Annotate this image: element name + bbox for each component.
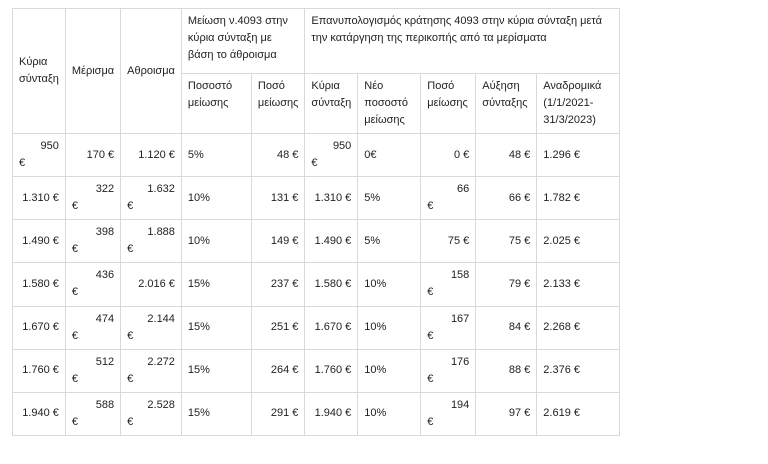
cell-dividend [65, 263, 120, 306]
cell-sum-value: 2.272 [147, 355, 175, 368]
cell-main-pension: 1.490 € [13, 220, 66, 263]
cell-new-pct: 10% [358, 306, 421, 349]
cell-reduction-amt: 149 € [251, 220, 304, 263]
cell-recalc-main: 1.310 € [305, 177, 358, 220]
cell-sum-unit: € [127, 372, 134, 385]
cell-increase: 75 € [476, 220, 537, 263]
cell-dividend-unit: € [71, 286, 79, 299]
cell-new-pct: 5% [358, 177, 421, 220]
cell-retro: 2.619 € [537, 392, 620, 435]
table-row [13, 306, 620, 349]
cell-recalc-main: 1.580 € [305, 263, 358, 306]
cell-sum-unit: € [127, 243, 134, 256]
cell-recalc-amt [421, 263, 476, 306]
cell-dividend-value: 322 [95, 183, 115, 196]
cell-reduction-pct: 15% [181, 392, 251, 435]
cell-new-pct: 10% [358, 392, 421, 435]
cell-recalc-amt-unit: € [427, 286, 434, 299]
cell-dividend [65, 306, 120, 349]
cell-recalc-amt-value: 158 [450, 269, 470, 282]
cell-main-pension: 1.310 € [13, 177, 66, 220]
cell-dividend: 170 € [65, 134, 120, 177]
cell-sum: 2.016 € [121, 263, 182, 306]
table-body [13, 134, 620, 436]
cell-main-pension-value: 950 [40, 140, 59, 153]
header-recalc-amt: Ποσό μείωσης [421, 74, 476, 134]
cell-recalc-main: 1.760 € [305, 349, 358, 392]
cell-reduction-amt: 131 € [251, 177, 304, 220]
cell-sum: 1.120 € [121, 134, 182, 177]
cell-recalc-main: 1.670 € [305, 306, 358, 349]
header-dividend: Μέρισμα [65, 9, 120, 134]
cell-main-pension: 1.760 € [13, 349, 66, 392]
header-sum: Αθροισμα [121, 9, 182, 134]
header-recalc-main: Κύρια σύνταξη [305, 74, 358, 134]
cell-new-pct: 10% [358, 349, 421, 392]
cell-new-pct: 0€ [358, 134, 421, 177]
cell-recalc-amt-value: 176 [450, 355, 470, 368]
cell-recalc-amt-unit: € [427, 200, 434, 213]
cell-recalc-main: 1.490 € [305, 220, 358, 263]
cell-increase: 97 € [476, 392, 537, 435]
header-new-pct: Νέο ποσοστό μείωσης [358, 74, 421, 134]
cell-retro: 2.133 € [537, 263, 620, 306]
cell-reduction-amt: 264 € [251, 349, 304, 392]
header-reduction-amt: Ποσό μείωσης [251, 74, 304, 134]
cell-reduction-amt: 48 € [251, 134, 304, 177]
table-row [13, 392, 620, 435]
cell-dividend-value: 588 [95, 398, 115, 411]
cell-reduction-pct: 5% [181, 134, 251, 177]
cell-dividend [65, 220, 120, 263]
cell-reduction-pct: 15% [181, 306, 251, 349]
cell-sum-value: 2.144 [147, 312, 175, 325]
cell-recalc-amt [421, 306, 476, 349]
cell-dividend-unit: € [71, 243, 79, 256]
cell-dividend-unit: € [71, 372, 79, 385]
cell-new-pct: 10% [358, 263, 421, 306]
cell-dividend-unit: € [71, 329, 79, 342]
cell-sum [121, 392, 182, 435]
cell-sum [121, 177, 182, 220]
table-row [13, 177, 620, 220]
cell-main-pension: 1.670 € [13, 306, 66, 349]
cell-reduction-pct: 10% [181, 220, 251, 263]
cell-main-pension: 1.580 € [13, 263, 66, 306]
cell-dividend-value: 398 [95, 226, 115, 239]
cell-reduction-amt: 237 € [251, 263, 304, 306]
cell-dividend [65, 349, 120, 392]
pension-table-container [12, 8, 620, 436]
cell-main-pension-unit: € [19, 157, 26, 170]
cell-retro: 2.376 € [537, 349, 620, 392]
cell-retro: 1.296 € [537, 134, 620, 177]
cell-recalc-amt-unit: € [427, 329, 434, 342]
cell-sum [121, 306, 182, 349]
cell-sum-value: 1.888 [147, 226, 175, 239]
cell-dividend-value: 474 [95, 312, 115, 325]
cell-dividend [65, 392, 120, 435]
cell-reduction-pct: 10% [181, 177, 251, 220]
header-group-reduction: Μείωση ν.4093 στην κύρια σύνταξη με βάση το άθροισμα [181, 9, 304, 74]
table-row [13, 220, 620, 263]
cell-recalc-amt [421, 349, 476, 392]
cell-recalc-main-value: 950 [332, 140, 352, 153]
cell-dividend-unit: € [71, 200, 79, 213]
cell-increase: 66 € [476, 177, 537, 220]
cell-increase: 48 € [476, 134, 537, 177]
header-group-recalc: Επανυπολογισμός κράτησης 4093 στην κύρια σύνταξη μετά την κατάργηση της περικοπής από τα μερίσματα [305, 9, 620, 74]
cell-sum-unit: € [127, 415, 134, 428]
cell-increase: 88 € [476, 349, 537, 392]
cell-sum [121, 220, 182, 263]
header-main-pension: Κύρια σύνταξη [13, 9, 66, 134]
header-retro: Αναδρομικά (1/1/2021-31/3/2023) [537, 74, 620, 134]
header-reduction-pct: Ποσοστό μείωσης [181, 74, 251, 134]
cell-reduction-pct: 15% [181, 263, 251, 306]
cell-sum [121, 349, 182, 392]
cell-sum-value: 2.528 [147, 398, 175, 411]
cell-dividend-value: 436 [95, 269, 115, 282]
table-row [13, 134, 620, 177]
cell-dividend-value: 512 [95, 355, 115, 368]
cell-retro: 2.268 € [537, 306, 620, 349]
cell-recalc-main: 1.940 € [305, 392, 358, 435]
cell-main-pension: 1.940 € [13, 392, 66, 435]
cell-recalc-amt-value: 167 [450, 312, 470, 325]
pension-table [12, 8, 620, 436]
cell-recalc-amt-unit: € [427, 415, 434, 428]
cell-retro: 1.782 € [537, 177, 620, 220]
cell-recalc-main [305, 134, 358, 177]
cell-new-pct: 5% [358, 220, 421, 263]
cell-dividend-unit: € [71, 415, 79, 428]
table-row [13, 349, 620, 392]
cell-sum-value: 1.632 [147, 183, 175, 196]
cell-recalc-amt [421, 392, 476, 435]
table-row [13, 263, 620, 306]
cell-recalc-amt-value: 66 [457, 183, 470, 196]
cell-recalc-amt-value: 194 [450, 398, 470, 411]
cell-main-pension [13, 134, 66, 177]
cell-dividend [65, 177, 120, 220]
cell-increase: 79 € [476, 263, 537, 306]
cell-sum-unit: € [127, 200, 134, 213]
cell-reduction-amt: 291 € [251, 392, 304, 435]
cell-reduction-amt: 251 € [251, 306, 304, 349]
cell-recalc-amt: 0 € [421, 134, 476, 177]
cell-reduction-pct: 15% [181, 349, 251, 392]
cell-recalc-main-unit: € [311, 157, 318, 170]
cell-sum-unit: € [127, 329, 134, 342]
cell-recalc-amt [421, 177, 476, 220]
header-increase: Αύξηση σύνταξης [476, 74, 537, 134]
cell-recalc-amt-unit: € [427, 372, 434, 385]
cell-recalc-amt: 75 € [421, 220, 476, 263]
cell-increase: 84 € [476, 306, 537, 349]
cell-retro: 2.025 € [537, 220, 620, 263]
